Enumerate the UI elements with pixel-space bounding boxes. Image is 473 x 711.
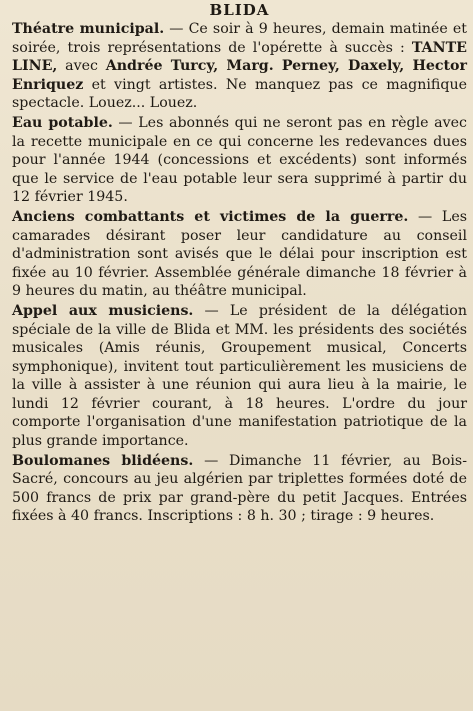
article-text: — Le président de la délégation spéciale de la ville de Blida et MM. les présidents des sociétés musicales (Amis réunis, Groupement musical, Concerts symphonique), invitent tout particulièrement les musiciens de la ville à assister à une réunion qui aura lieu à la mairie, le lundi 12 février courant, à 18 heures. L'ordre du jour comporte l'organisation d'une manifestation patriotique de la plus grande importance. bbox=[12, 302, 467, 450]
article-text: — Les abonnés qui ne seront pas en règle avec la recette municipale en ce qui concerne les redevances dues pour l'année 1944 (concessions et excédents) sont informés que le service de l'eau potable leur sera supprimé à partir du 12 février 1945. bbox=[12, 114, 467, 206]
article-lead: Boulomanes blidéens. bbox=[12, 452, 194, 469]
article-lead: Anciens combattants et victimes de la guerre. bbox=[12, 208, 409, 225]
article-lead: Appel aux musiciens. bbox=[12, 302, 194, 319]
article-text: — Ce soir à 9 heures, demain matinée et soirée, trois représentations de l'opérette à succès : bbox=[12, 21, 467, 56]
article-text-bold: TANTE LINE, bbox=[12, 39, 467, 75]
article-lead: Théatre municipal. bbox=[12, 21, 165, 37]
section-headline: BLIDA bbox=[209, 1, 270, 19]
article-appel-musiciens bbox=[12, 302, 467, 451]
article-boulomanes bbox=[12, 452, 467, 526]
article-text: — Les camarades désirant poser leur candidature au conseil d'administration sont avisés que le délai pour inscription est fixée au 10 février. Assemblée générale dimanche 18 février à 9 heures du matin, au théâtre municipal. bbox=[12, 208, 467, 300]
article-anciens-combattants bbox=[12, 208, 467, 301]
article-text-bold: Andrée Turcy, Marg. Perney, Daxely, Hector Enriquez bbox=[12, 58, 467, 93]
article-text: avec bbox=[57, 58, 106, 75]
article-theatre bbox=[12, 20, 467, 113]
article-text: et vingt artistes. Ne manquez pas ce magnifique spectacle. Louez... Louez. bbox=[12, 76, 467, 112]
article-eau-potable bbox=[12, 114, 467, 207]
article-text: — Dimanche 11 février, au Bois-Sacré, concours au jeu algérien par triplettes formées doté de 500 francs de prix par grand-père du petit Jacques. Entrées fixées à 40 francs. Inscriptions : 8 h. 30 ; tirage : 9 heures. bbox=[12, 452, 467, 525]
article-lead: Eau potable. bbox=[12, 114, 113, 131]
